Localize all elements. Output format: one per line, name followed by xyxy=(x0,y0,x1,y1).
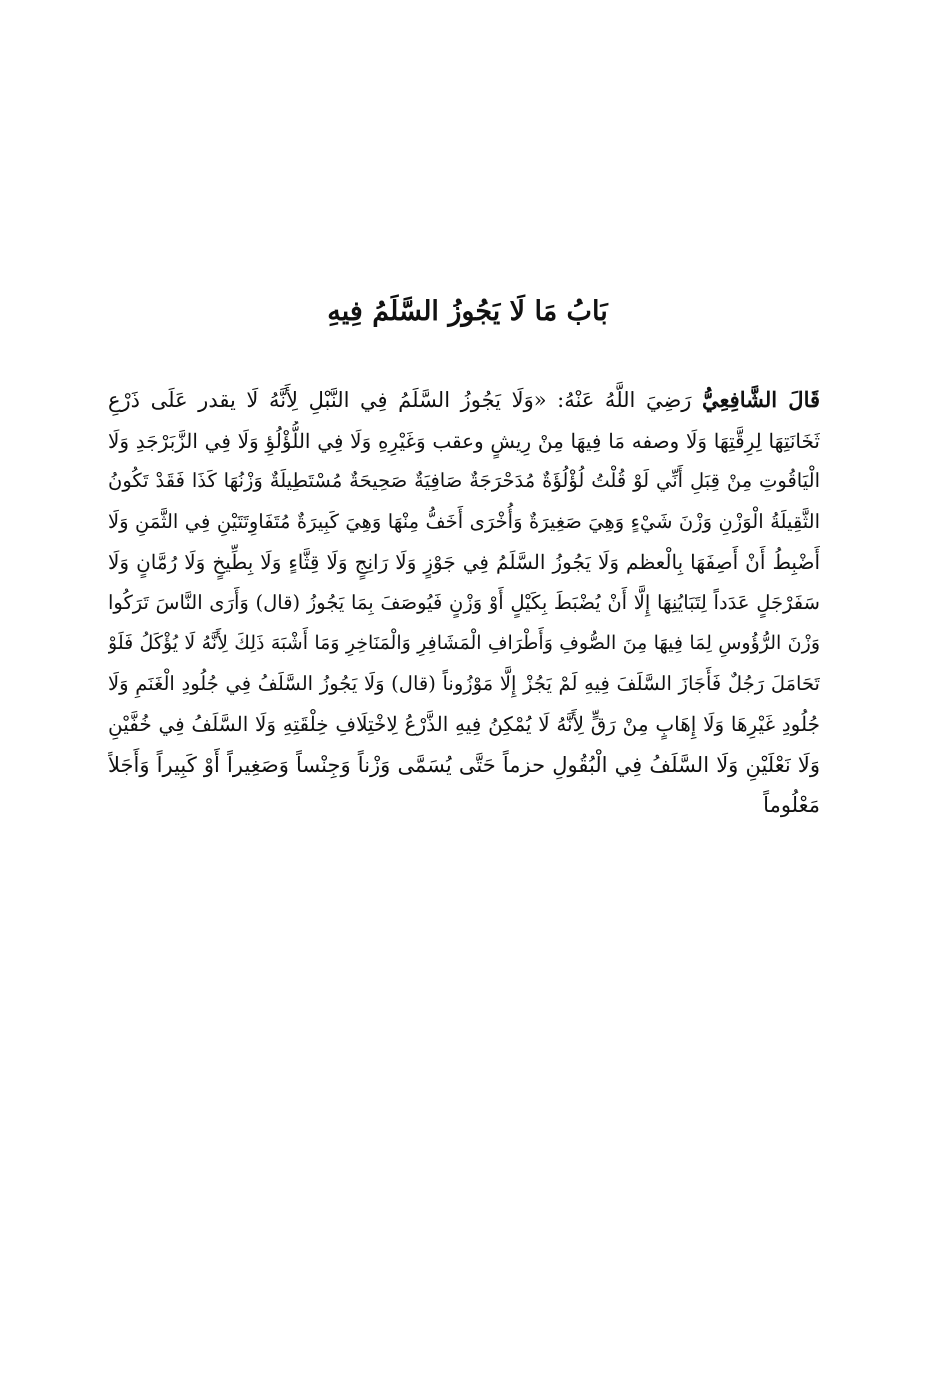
text-line xyxy=(108,380,820,421)
text-line: أَضْبِطُ أَنْ أَصِفَهَا بِالْعظم وَلَا يَجُوزُ السَّلَمُ فِي جَوْزٍ وَلَا رَانِجٍ وَلَا قِثَّاءٍ وَلَا بِطِّيخٍ وَلَا رُمَّانٍ وَلَا xyxy=(108,550,820,574)
text-line-content: رَضِيَ اللَّهُ عَنْهُ: «وَلَا يَجُوزُ السَّلَمُ فِي النَّبْلِ لِأَنَّهُ لَا يقدر عَلَى ذَرْعِ xyxy=(108,388,692,412)
speaker-name: قَالَ الشَّافِعِيُّ xyxy=(702,387,820,412)
text-line: وَلَا نَعْلَيْنِ وَلَا السَّلَفُ فِي الْبُقُولِ حزماً حَتَّى يُسَمَّى وَزْناً وَجِنْساً وَصَغِيراً أَوْ كَبِيراً وَأَجَلاً xyxy=(108,752,820,777)
text-line: جُلُودِ غَيْرِهَا وَلَا إِهَابٍ مِنْ رَقٍّ لِأَنَّهُ لَا يُمْكِنُ فِيهِ الذَّرْعُ لِاخْتِلَافِ خِلْقَتِهِ وَلَا السَّلَفُ فِي خُفَّيْنِ xyxy=(108,712,820,736)
body-text xyxy=(108,380,820,826)
text-line: سَفَرْجَلٍ عَدَداً لِتَبَايُنِهَا إِلَّا أَنْ يُضْبَطَ بِكَيْلٍ أَوْ وَزْنٍ فَيُوصَفَ بِمَا يَجُوزُ (قال) وَأَرَى النَّاسَ تَرَكُوا xyxy=(108,590,820,614)
chapter-title: بَابُ مَا لَا يَجُوزُ السَّلَمُ فِيهِ xyxy=(327,296,608,327)
text-line: تَحَامَلَ رَجُلٌ فَأَجَازَ السَّلَفَ فِيهِ لَمْ يَجُزْ إِلَّا مَوْزُوناً (قال) وَلَا يَجُوزُ السَّلَفُ فِي جُلُودِ الْغَنَمِ وَلَا xyxy=(108,671,820,695)
text-line: مَعْلُوماً xyxy=(763,793,820,817)
text-line: وَزْنَ الرُّؤُوسِ لِمَا فِيهَا مِنَ الصُّوفِ وَأَطْرَافِ الْمَشَافِرِ وَالْمَنَاخِرِ وَمَا أَشْبَهَ ذَلِكَ لِأَنَّهُ لَا يُؤْكَلُ فَلَوْ xyxy=(108,632,820,654)
text-line: الثَّقِيلَةُ الْوَزْنِ وَزْنَ شَيْءٍ وَهِيَ صَغِيرَةٌ وَأُخْرَى أَخَفُّ مِنْهَا وَهِيَ كَبِيرَةٌ مُتَفَاوِتَتَيْنِ فِي الثَّمَنِ وَلَا xyxy=(108,509,820,533)
text-line: الْيَاقُوتِ مِنْ قِبَلِ أَنِّي لَوْ قُلْتُ لُؤْلُؤَةٌ مُدَحْرَجَةٌ صَافِيَةٌ صَحِيحَةٌ مُسْتَطِيلَةٌ وَزْنُهَا كَذَا فَقَدْ تَكُونُ xyxy=(108,469,820,492)
text-line: ثَخَانَتِهَا لِرِقَّتِهَا وَلَا وصفه مَا فِيهَا مِنْ رِيشٍ وعقب وَغَيْرِهِ وَلَا فِي اللُّؤْلُؤِ وَلَا فِي الزَّبَرْجَدِ وَلَا xyxy=(108,428,820,453)
